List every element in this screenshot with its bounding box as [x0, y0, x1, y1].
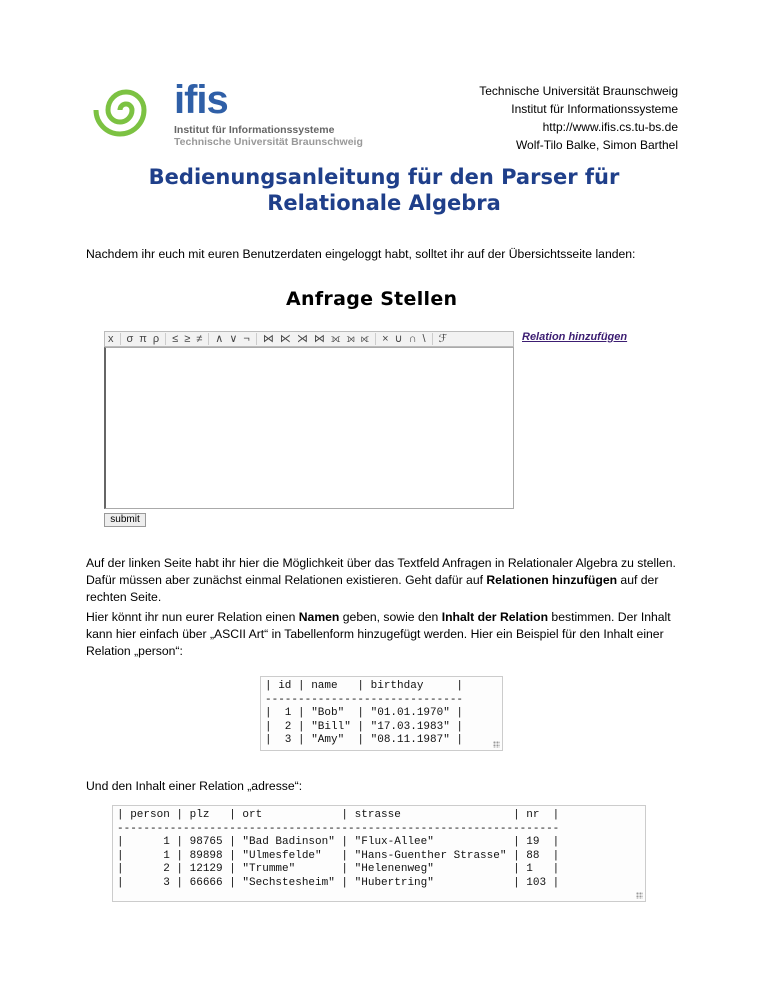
- toolbar-button[interactable]: π: [139, 333, 147, 345]
- header-authors: Wolf-Tilo Balke, Simon Barthel: [515, 138, 678, 152]
- paragraph-text: bestimmen. Der Inhalt kann hier einfach über „ASCII Art“ in Tabellenform hinzugefügt werden. Hier ein Beispiel für den Inhalt einer Relation „person“:: [86, 610, 671, 658]
- toolbar-button[interactable]: ⟕: [346, 333, 355, 345]
- toolbar-button[interactable]: ∨: [229, 333, 238, 345]
- toolbar-button[interactable]: ⟖: [360, 333, 370, 345]
- query-heading: Anfrage Stellen: [286, 288, 458, 310]
- toolbar-separator: [375, 333, 376, 345]
- logo-word: ifis: [174, 78, 228, 122]
- toolbar-button[interactable]: ∧: [215, 333, 224, 345]
- adresse-table-textarea[interactable]: [112, 805, 646, 902]
- paragraph-relation-explanation: [86, 609, 686, 660]
- toolbar-button[interactable]: ∩: [408, 333, 417, 345]
- toolbar-button[interactable]: ¬: [243, 333, 250, 345]
- toolbar-button[interactable]: ⟗: [330, 333, 341, 345]
- toolbar-button[interactable]: ∪: [394, 333, 403, 345]
- query-textarea[interactable]: [104, 347, 514, 509]
- toolbar-separator: [256, 333, 257, 345]
- paragraph-text: Hier könnt ihr nun eurer Relation einen: [86, 610, 299, 624]
- logo-subtitle-institute: Institut für Informationssysteme: [174, 124, 335, 136]
- toolbar-button[interactable]: ≠: [196, 333, 203, 345]
- header-university: Technische Universität Braunschweig: [479, 84, 678, 98]
- toolbar-button[interactable]: ×: [382, 333, 389, 345]
- header-url[interactable]: http://www.ifis.cs.tu-bs.de: [542, 120, 678, 134]
- toolbar-separator: [432, 333, 433, 345]
- adresse-table-content: | person | plz | ort | strasse | nr | ------------------------------------------------------------------- | 1 | 98765 | "Bad Badinson" | "Flux-Allee" | 19 | | 1 | 89898 | "Ulmesfelde" | "Hans-Guenther Strasse" | 88 | | 2 | 12129 | "Trumme" | "Helenenweg" | 1 | | 3 | 66666 | "Sechstesheim" | "Hubertring" | 103 |: [117, 809, 560, 889]
- ifis-logo: [86, 80, 376, 150]
- toolbar-separator: [208, 333, 209, 345]
- page-title: Bedienungsanleitung für den Parser für Relationale Algebra: [148, 165, 620, 215]
- ifis-swirl-icon: [86, 80, 166, 140]
- toolbar-button[interactable]: ρ: [152, 333, 160, 345]
- person-table-content: | id | name | birthday | ------------------------------ | 1 | "Bob" | "01.01.1970" | | 2 | "Bill" | "17.03.1983" | | 3 | "Amy" | "08.11.1987" |: [265, 680, 464, 746]
- toolbar-button[interactable]: ⋊: [296, 333, 308, 345]
- toolbar-button[interactable]: \: [422, 333, 426, 345]
- paragraph-bold: Inhalt der Relation: [441, 610, 549, 624]
- toolbar-button[interactable]: ⋉: [279, 333, 291, 345]
- header-info: [479, 82, 678, 154]
- paragraph-text: auf der rechten Seite.: [86, 573, 659, 604]
- submit-button[interactable]: submit: [104, 513, 146, 527]
- toolbar-button[interactable]: x: [108, 333, 114, 345]
- add-relation-link[interactable]: Relation hinzufügen: [522, 331, 628, 343]
- toolbar-separator: [165, 333, 166, 345]
- intro-paragraph: Nachdem ihr euch mit euren Benutzerdaten eingeloggt habt, solltet ihr auf der Übersichtsseite landen:: [86, 247, 636, 261]
- toolbar-separator: [120, 333, 121, 345]
- resize-grip-icon[interactable]: [636, 892, 643, 899]
- toolbar-button[interactable]: ≤: [172, 333, 179, 345]
- toolbar-button[interactable]: ≥: [184, 333, 191, 345]
- header-institute: Institut für Informationssysteme: [511, 102, 678, 116]
- paragraph-text: geben, sowie den: [339, 610, 442, 624]
- toolbar-button[interactable]: σ: [126, 333, 134, 345]
- resize-grip-icon[interactable]: [493, 741, 500, 748]
- paragraph-adresse-intro: Und den Inhalt einer Relation „adresse“:: [86, 779, 303, 793]
- paragraph-bold: Namen: [298, 610, 340, 624]
- toolbar-button[interactable]: ⋈: [262, 333, 274, 345]
- logo-subtitle-university: Technische Universität Braunschweig: [174, 136, 363, 148]
- toolbar-button[interactable]: ℱ: [438, 333, 448, 345]
- person-table-textarea[interactable]: [260, 676, 503, 751]
- toolbar-button[interactable]: ⋈: [313, 333, 325, 345]
- paragraph-query-explanation: [86, 555, 686, 606]
- paragraph-text: Auf der linken Seite habt ihr hier die Möglichkeit über das Textfeld Anfragen in Relationaler Algebra zu stellen. Dafür müssen aber zunächst einmal Relationen existieren. Geht dafür auf: [86, 556, 676, 587]
- operator-toolbar: [104, 331, 514, 347]
- paragraph-bold: Relationen hinzufügen: [486, 573, 618, 587]
